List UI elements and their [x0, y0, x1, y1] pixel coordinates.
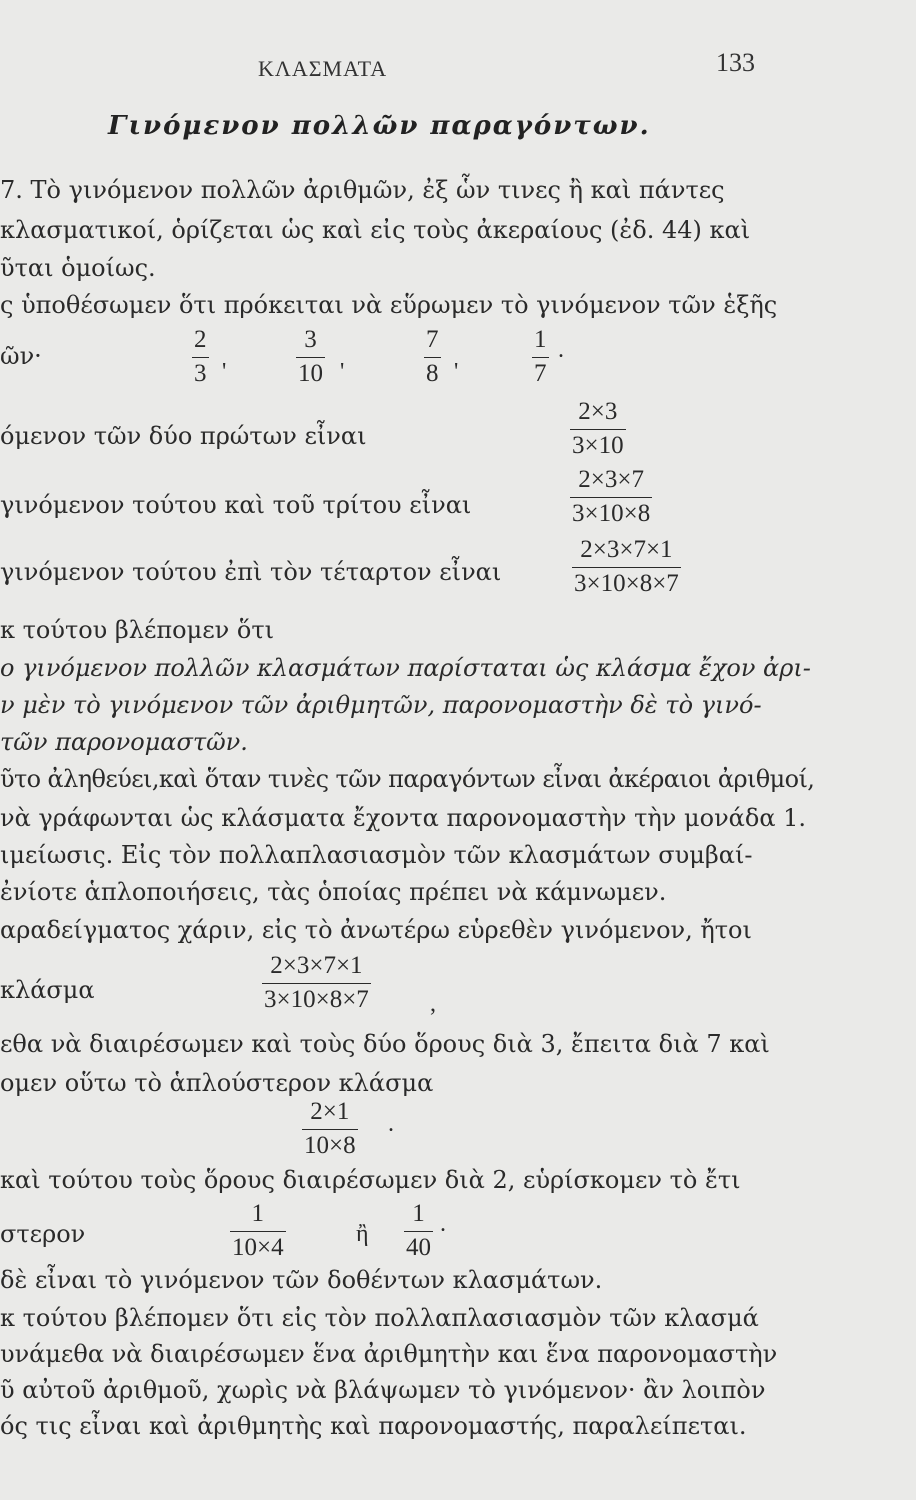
fraction-bar	[404, 1231, 433, 1233]
text-line-11: ν μὲν τὸ γινόμενον τῶν ἀριθμητῶν, παρονομαστὴν δὲ τὸ γινό-	[0, 691, 762, 719]
product-fraction-3	[572, 536, 681, 598]
fraction-bar	[230, 1231, 286, 1233]
text-line-9: κ τούτου βλέπομεν ὅτι	[0, 616, 275, 644]
product-fraction-2	[570, 466, 652, 528]
simplest-fraction-a	[230, 1200, 286, 1262]
fraction-numerator: 2×3×7×1	[580, 536, 673, 563]
fraction-bar	[192, 357, 209, 359]
fraction-denominator: 3×10×8×7	[574, 570, 679, 597]
fraction-numerator: 2×3	[578, 398, 618, 425]
fraction-bar	[532, 357, 549, 359]
simplest-fraction-b	[404, 1200, 433, 1262]
fraction-numerator: 2×3×7	[578, 466, 644, 493]
fraction-denominator: 3×10×8	[572, 500, 651, 527]
page-number: 133	[716, 48, 755, 77]
text-line-26: ῦ αὐτοῦ ἀριθμοῦ, χωρὶς νὰ βλάψωμεν τὸ γινόμενον· ἂν λοιπὸν	[0, 1376, 766, 1404]
text-line-18: κλάσμα	[0, 976, 95, 1004]
text-line-24: κ τούτου βλέπομεν ὅτι εἰς τὸν πολλαπλασιασμὸν τῶν κλασμά	[0, 1304, 759, 1332]
fraction-1-7	[532, 326, 549, 388]
example-fraction	[262, 952, 371, 1014]
comma-mark: '	[222, 359, 227, 385]
fraction-numerator: 2×3×7×1	[270, 952, 363, 979]
period-mark: .	[558, 337, 564, 363]
fraction-numerator: 2	[194, 326, 207, 353]
text-line-3: ῦται ὁμοίως.	[0, 254, 156, 282]
running-header: ΚΛΑΣΜΑΤΑ	[258, 56, 388, 81]
text-line-4: ς ὑποθέσωμεν ὅτι πρόκειται νὰ εὕρωμεν τὸ γινόμενον τῶν ἑξῆς	[0, 291, 778, 319]
fraction-numerator: 2×1	[310, 1098, 350, 1125]
text-line-20: ομεν οὕτω τὸ ἁπλούστερον κλάσμα	[0, 1069, 434, 1097]
fraction-denominator: 3×10	[572, 432, 624, 459]
fraction-numerator: 1	[412, 1200, 425, 1227]
fraction-bar	[262, 983, 371, 985]
fraction-numerator: 1	[534, 326, 547, 353]
fraction-denominator: 10	[298, 360, 323, 387]
comma-mark: '	[454, 359, 459, 385]
fraction-denominator: 7	[534, 360, 547, 387]
fraction-7-8	[424, 326, 441, 388]
text-line-1: 7. Τὸ γινόμενον πολλῶν ἀριθμῶν, ἐξ ὧν τινες ἢ καὶ πάντες	[0, 176, 725, 204]
fraction-denominator: 8	[426, 360, 439, 387]
simplified-fraction	[302, 1098, 358, 1160]
fraction-numerator: 1	[251, 1200, 265, 1227]
fraction-denominator: 3	[194, 360, 207, 387]
fraction-bar	[570, 429, 626, 431]
text-line-6: όμενον τῶν δύο πρώτων εἶναι	[0, 422, 367, 450]
text-line-14: νὰ γράφωνται ὡς κλάσματα ἔχοντα παρονομαστὴν τὴν μονάδα 1.	[0, 804, 807, 832]
fraction-bar	[302, 1129, 358, 1131]
text-line-17: αραδείγματος χάριν, εἰς τὸ ἀνωτέρω εὑρεθὲν γινόμενον, ἤτοι	[0, 916, 752, 944]
comma-mark: ,	[430, 991, 436, 1017]
product-fraction-1	[570, 398, 626, 460]
fraction-bar	[296, 357, 325, 359]
text-line-15: ιμείωσις. Εἰς τὸν πολλαπλασιασμὸν τῶν κλασμάτων συμβαί-	[0, 841, 753, 869]
text-line-13: ῦτο ἀληθεύει,καὶ ὅταν τινὲς τῶν παραγόντων εἶναι ἀκέραιοι ἀριθμοί,	[0, 765, 815, 793]
text-line-16: ἐνίοτε ἁπλοποιήσεις, τὰς ὁποίας πρέπει νὰ κάμνωμεν.	[0, 878, 667, 906]
text-line-2: κλασματικοί, ὁρίζεται ὡς καὶ εἰς τοὺς ἀκεραίους (ἐδ. 44) καὶ	[0, 216, 751, 244]
text-line-8: γινόμενον τούτου ἐπὶ τὸν τέταρτον εἶναι	[0, 558, 502, 586]
text-line-19: εθα νὰ διαιρέσωμεν καὶ τοὺς δύο ὅρους διὰ 3, ἔπειτα διὰ 7 καὶ	[0, 1030, 770, 1058]
fraction-denominator: 10×4	[232, 1234, 284, 1261]
period-mark: .	[440, 1211, 446, 1237]
text-line-21: καὶ τούτου τοὺς ὅρους διαιρέσωμεν διὰ 2, εὑρίσκομεν τὸ ἔτι	[0, 1166, 741, 1194]
section-title: Γινόμενον πολλῶν παραγόντων.	[108, 111, 651, 141]
fraction-3-10	[296, 326, 325, 388]
fraction-bar	[572, 567, 681, 569]
comma-mark: '	[340, 359, 345, 385]
fraction-bar	[570, 497, 652, 499]
text-line-12: τῶν παρονομαστῶν.	[0, 728, 248, 756]
text-line-7: γινόμενον τούτου καὶ τοῦ τρίτου εἶναι	[0, 491, 472, 519]
fraction-denominator: 10×8	[304, 1132, 356, 1159]
text-line-10: ο γινόμενον πολλῶν κλασμάτων παρίσταται ὡς κλάσμα ἔχον ἀρι-	[0, 654, 811, 682]
or-word: ἢ	[356, 1221, 369, 1247]
fraction-numerator: 3	[304, 326, 317, 353]
period-mark: .	[388, 1111, 394, 1137]
text-line-25: υνάμεθα νὰ διαιρέσωμεν ἕνα ἀριθμητὴν και ἕνα παρονομαστὴν	[0, 1340, 778, 1368]
text-line-27: ός τις εἶναι καὶ ἀριθμητὴς καὶ παρονομαστής, παραλείπεται.	[0, 1412, 747, 1440]
text-line-5: ῶν·	[0, 342, 42, 370]
fraction-bar	[424, 357, 441, 359]
text-line-22: στερον	[0, 1220, 86, 1248]
fraction-2-3	[192, 326, 209, 388]
text-line-23: δὲ εἶναι τὸ γινόμενον τῶν δοθέντων κλασμάτων.	[0, 1266, 603, 1294]
fraction-numerator: 7	[426, 326, 439, 353]
fraction-denominator: 40	[406, 1234, 431, 1261]
fraction-denominator: 3×10×8×7	[264, 986, 369, 1013]
